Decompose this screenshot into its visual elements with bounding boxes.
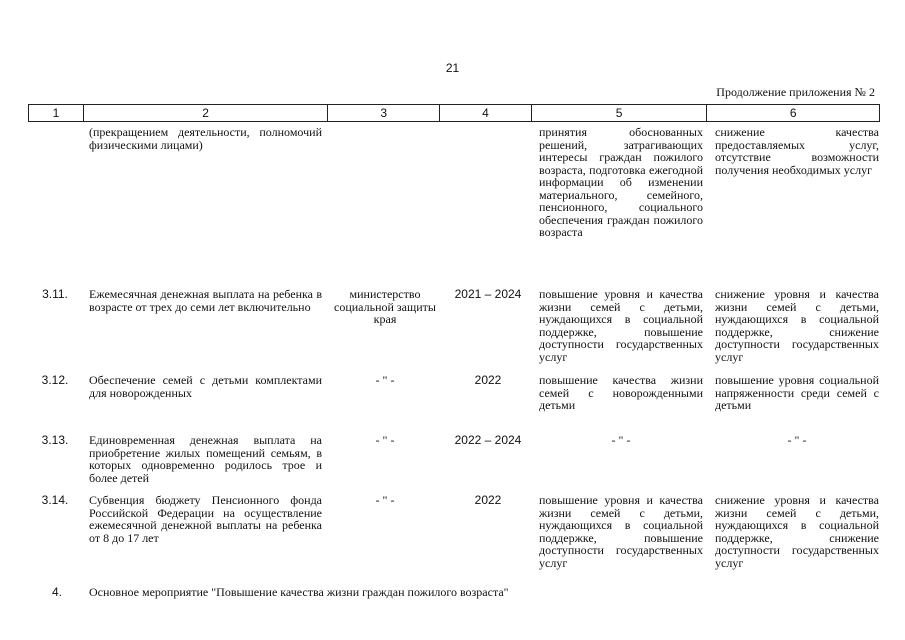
cell-years: 2022 – 2024 bbox=[454, 433, 522, 447]
cell-result: повышение качества жизни семей с новорожденными детьми bbox=[539, 373, 703, 412]
cell-consequence: снижение уровня и качества жизни семей с детьми, нуждающихся в социальной поддержке, снижение доступности государственных услуг bbox=[715, 493, 879, 570]
cell-executor: министерство социальной защиты края bbox=[334, 287, 436, 326]
cell-name: (прекращением деятельности, полномочий физическими лицами) bbox=[89, 125, 322, 152]
cell-name: Единовременная денежная выплата на приобретение жилых помещений семьям, в которых одновременно родилось трое и более детей bbox=[89, 433, 322, 485]
cell-name: Субвенция бюджету Пенсионного фонда Российской Федерации на осуществление ежемесячной денежной выплаты на ребенка от 8 до 17 лет bbox=[89, 493, 322, 545]
cell-years: 2022 bbox=[474, 373, 502, 387]
cell-result: принятия обоснованных решений, затрагивающих интересы граждан пожилого возраста, подготовка ежегодной информации об изменении материального, семейного, пенсионного, социального обеспечения граждан пожилого возраста bbox=[539, 125, 703, 239]
cell-result: повышение уровня и качества жизни семей с детьми, нуждающихся в социальной поддержке, повышение доступности государственных услуг bbox=[539, 287, 703, 364]
cell-name: Ежемесячная денежная выплата на ребенка в возрасте от трех до семи лет включительно bbox=[89, 287, 322, 314]
cell-result: повышение уровня и качества жизни семей с детьми, нуждающихся в социальной поддержке, повышение доступности государственных услуг bbox=[539, 493, 703, 570]
header-col-6: 6 bbox=[789, 106, 797, 120]
cell-consequence: - " - bbox=[787, 433, 807, 447]
cell-number: 3.12. bbox=[41, 373, 69, 387]
cell-executor: - " - bbox=[375, 493, 395, 507]
header-col-4: 4 bbox=[440, 105, 532, 121]
header-col-1: 1 bbox=[29, 105, 84, 121]
cell-number: 3.13. bbox=[41, 433, 69, 447]
cell-consequence: повышение уровня социальной напряженности среди семей с детьми bbox=[715, 373, 879, 412]
cell-years: 2021 – 2024 bbox=[454, 287, 522, 301]
header-col-5: 5 bbox=[532, 105, 708, 121]
section-number: 4. bbox=[51, 585, 62, 599]
cell-result: - " - bbox=[611, 433, 631, 447]
cell-name: Обеспечение семей с детьми комплектами для новорожденных bbox=[89, 373, 322, 400]
cell-number: 3.14. bbox=[41, 493, 69, 507]
header-col-2: 2 bbox=[84, 105, 328, 121]
table-header-row bbox=[28, 104, 880, 122]
header-col-3: 3 bbox=[328, 105, 440, 121]
section-title: Основное мероприятие "Повышение качества жизни граждан пожилого возраста" bbox=[89, 585, 509, 599]
appendix-note: Продолжение приложения № 2 bbox=[716, 85, 875, 99]
cell-consequence: снижение качества предоставляемых услуг, отсутствие возможности получения необходимых услуг bbox=[715, 125, 879, 177]
cell-executor: - " - bbox=[375, 373, 395, 387]
cell-number: 3.11. bbox=[42, 287, 68, 301]
cell-consequence: снижение уровня и качества жизни семей с детьми, нуждающихся в социальной поддержке, снижение доступности государственных услуг bbox=[715, 287, 879, 364]
page-number: 21 bbox=[445, 61, 460, 75]
cell-years: 2022 bbox=[474, 493, 502, 507]
cell-executor: - " - bbox=[375, 433, 395, 447]
